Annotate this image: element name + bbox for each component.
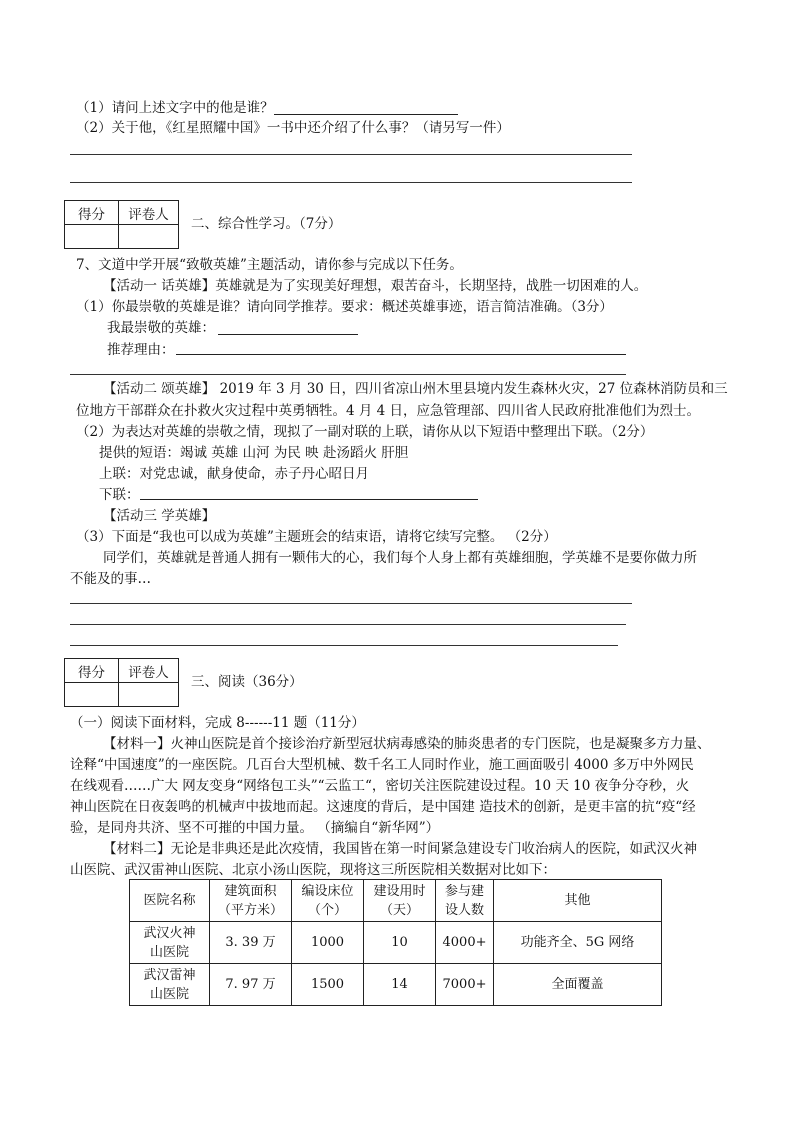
activity2-line2: 位地方干部群众在扑救火灾过程中英勇牺牲。4 月 4 日，应急管理部、四川省人民政府批准他们为烈士。: [76, 403, 701, 419]
cell-other: 功能齐全、5G 网络: [494, 922, 662, 964]
cell-days: 10: [364, 922, 436, 964]
table-header-row: [130, 880, 662, 922]
answer-line[interactable]: [70, 624, 626, 625]
grader-label: 评卷人: [119, 659, 179, 683]
score-cell[interactable]: [65, 225, 119, 249]
table-row: [130, 964, 662, 1006]
cell-area: 7. 97 万: [210, 964, 292, 1006]
material1-line5: 验，是同舟共济、坚不可摧的中国力量。 （摘编自“新华网”）: [70, 820, 440, 836]
material1-line1: 【材料一】火神山医院是首个接诊治疗新型冠状病毒感染的肺炎患者的专门医院，也是凝聚多方力量、: [103, 736, 711, 752]
score-label: 得分: [65, 659, 119, 683]
q7-sub1: （1）你最崇敬的英雄是谁？请向同学推荐。要求：概述英雄事迹，语言简洁准确。（3分）: [76, 299, 613, 315]
answer-line[interactable]: [70, 374, 626, 375]
material1-line3: 在线观看……广大 网友变身“网络包工头”“云监工“，密切关注医院建设过程。10 天 10 夜争分夺秒，火: [70, 778, 690, 794]
answer-line[interactable]: [70, 154, 632, 155]
grader-cell[interactable]: [119, 683, 179, 707]
header-beds: 编设床位 （个）: [292, 880, 364, 922]
reading-part1-title: （一）阅读下面材料，完成 8------11 题（11分）: [70, 715, 365, 731]
header-days: 建设用时 （天）: [364, 880, 436, 922]
activity1-text: 【活动一 话英雄】英雄就是为了实现美好理想，艰苦奋斗，长期坚持，战胜一切困难的人。: [103, 278, 648, 294]
answer-line[interactable]: [70, 603, 632, 604]
cell-workers: 4000+: [436, 922, 494, 964]
reason-label: 推荐理由：: [107, 342, 175, 358]
section3-title: 三、阅读（36分）: [191, 674, 303, 690]
cell-name: 武汉雷神 山医院: [130, 964, 210, 1006]
q7-intro: 7、文道中学开展“致敬英雄”主题活动，请你参与完成以下任务。: [76, 257, 463, 273]
phrases: 提供的短语：竭诚 英雄 山河 为民 映 赴汤蹈火 肝胆: [99, 445, 409, 461]
activity3-title: 【活动三 学英雄】: [103, 508, 216, 524]
activity2-line1: 【活动二 颂英雄】 2019 年 3 月 30 日，四川省凉山州木里县境内发生森林火灾，27 位森林消防员和三: [103, 381, 728, 397]
q1-line1: （1）请问上述文字中的他是谁？: [76, 100, 274, 116]
table-row: [130, 922, 662, 964]
couplet-lower-blank[interactable]: [140, 499, 478, 500]
cell-name: 武汉火神 山医院: [130, 922, 210, 964]
cell-other: 全面覆盖: [494, 964, 662, 1006]
cell-area: 3. 39 万: [210, 922, 292, 964]
speech-line2: 不能及的事…: [70, 571, 151, 587]
answer-line[interactable]: [70, 182, 632, 183]
grader-label: 评卷人: [119, 201, 179, 225]
answer-line[interactable]: [70, 645, 618, 646]
header-area: 建筑面积 （平方米）: [210, 880, 292, 922]
q7-sub2: （2）为表达对英雄的崇敬之情，现拟了一副对联的上联，请你从以下短语中整理出下联。（2分）: [76, 424, 654, 440]
header-workers: 参与建 设人数: [436, 880, 494, 922]
cell-days: 14: [364, 964, 436, 1006]
speech-line1: 同学们，英雄就是普通人拥有一颗伟大的心，我们每个人身上都有英雄细胞，学英雄不是要你做力所: [103, 550, 697, 566]
score-box-section3: [64, 658, 179, 707]
hero-label: 我最崇敬的英雄：: [107, 320, 215, 336]
score-label: 得分: [65, 201, 119, 225]
cell-beds: 1500: [292, 964, 364, 1006]
hero-blank[interactable]: [218, 334, 358, 335]
section2-title: 二、综合性学习。（7分）: [191, 216, 342, 232]
grader-cell[interactable]: [119, 225, 179, 249]
q1-answer-blank[interactable]: [274, 114, 458, 115]
material2-line2: 山医院、武汉雷神山医院、北京小汤山医院，现将这三所医院相关数据对比如下：: [70, 862, 556, 878]
material2-line1: 【材料二】无论是非典还是此次疫情，我国皆在第一时间紧急建设专门收治病人的医院，如武汉火神: [103, 841, 697, 857]
material1-line4: 神山医院在日夜轰鸣的机械声中拔地而起。这速度的背后，是中国建 造技术的创新，是更丰富的抗“疫“经: [70, 799, 696, 815]
score-box-section2: [64, 200, 179, 249]
cell-workers: 7000+: [436, 964, 494, 1006]
reason-blank[interactable]: [176, 354, 626, 355]
couplet-upper: 上联：对党忠诚，献身使命，赤子丹心昭日月: [99, 466, 369, 482]
header-name: 医院名称: [130, 880, 210, 922]
couplet-lower-label: 下联：: [99, 487, 140, 503]
header-other: 其他: [494, 880, 662, 922]
q1-line2: （2）关于他，《红星照耀中国》一书中还介绍了什么事？（请另写一件）: [76, 120, 510, 136]
score-cell[interactable]: [65, 683, 119, 707]
hospital-comparison-table: [129, 879, 662, 1006]
material1-line2: 诠释“中国速度”的一座医院。几百台大型机械、数千名工人同时作业，施工画面吸引 4000 多万中外网民: [70, 757, 694, 773]
cell-beds: 1000: [292, 922, 364, 964]
q7-sub3: （3）下面是“我也可以成为英雄”主题班会的结束语，请将它续写完整。 （2分）: [76, 529, 557, 545]
